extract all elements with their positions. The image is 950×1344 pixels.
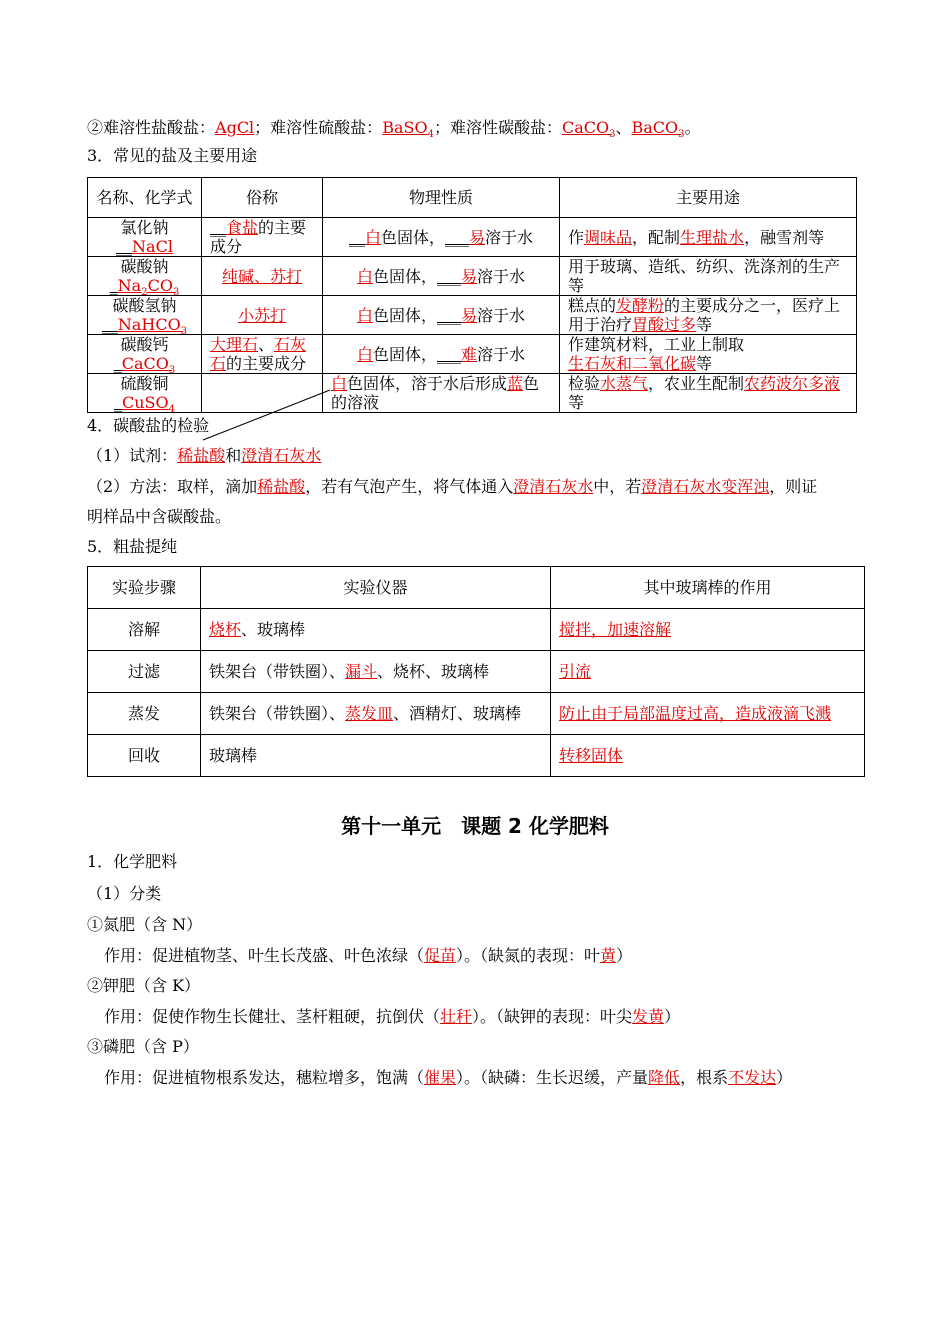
tools-cell: 烧杯、玻璃棒	[201, 609, 551, 651]
step-cell: 溶解	[88, 609, 201, 651]
table-row	[88, 609, 865, 651]
text: ②难溶性盐酸盐：	[87, 118, 216, 137]
alias-cell: 小苏打	[202, 296, 323, 335]
physical-cell: 白色固体，___难溶于水	[323, 335, 560, 374]
header-physical: 物理性质	[323, 178, 560, 218]
section-4-heading: 4．碳酸盐的检验	[87, 416, 210, 435]
alias-cell: __食盐的主要成分	[202, 218, 323, 257]
table-header-row	[88, 567, 865, 609]
potassium-title: ②钾肥（含 K）	[87, 976, 201, 995]
text: 。	[684, 118, 701, 137]
table-row	[88, 651, 865, 693]
phosphorus-effect: 作用：促进植物根系发达，穗粒增多，饱满（催果）。（缺磷：生长迟缓，产量降低，根系不发达）	[104, 1068, 793, 1087]
header-role: 其中玻璃棒的作用	[551, 567, 865, 609]
header-tools: 实验仪器	[201, 567, 551, 609]
answer-baco3: BaCO$_3$	[631, 118, 685, 141]
salt-purification-table	[87, 566, 865, 777]
tools-cell: 玻璃棒	[201, 735, 551, 777]
method-line-2: 明样品中含碳酸盐。	[87, 507, 232, 526]
use-cell: 糕点的发酵粉的主要成分之一，医疗上用于治疗胃酸过多等	[560, 296, 857, 335]
role-cell: 防止由于局部温度过高，造成液滴飞溅	[551, 693, 865, 735]
step-cell: 回收	[88, 735, 201, 777]
alias-cell: 纯碱、苏打	[202, 257, 323, 296]
physical-cell: 白色固体，溶于水后形成蓝色的溶液	[323, 374, 560, 413]
salt-name-cell: 氯化钠 __NaCl	[88, 218, 202, 257]
text: ；难溶性碳酸盐：	[433, 118, 562, 137]
role-cell: 搅拌，加速溶解	[551, 609, 865, 651]
fert-heading: 1．化学肥料	[87, 852, 178, 871]
nitrogen-effect: 作用：促进植物茎、叶生长茂盛、叶色浓绿（促苗）。（缺氮的表现：叶黄）	[104, 946, 633, 965]
role-cell: 转移固体	[551, 735, 865, 777]
nitrogen-title: ①氮肥（含 N）	[87, 915, 203, 934]
potassium-effect: 作用：促使作物生长健壮、茎杆粗硬，抗倒伏（壮秆）。（缺钾的表现：叶尖发黄）	[104, 1007, 681, 1026]
physical-cell: __白色固体，___易溶于水	[323, 218, 560, 257]
answer-agcl: AgCl	[215, 118, 255, 137]
header-use: 主要用途	[560, 178, 857, 218]
tools-cell: 铁架台（带铁圈）、蒸发皿、酒精灯、玻璃棒	[201, 693, 551, 735]
reagent-line: （1）试剂：稀盐酸和澄清石灰水	[87, 446, 322, 465]
salt-name-cell: 碳酸钙 _CaCO$_3$	[88, 335, 202, 374]
table-row	[88, 735, 865, 777]
phosphorus-title: ③磷肥（含 P）	[87, 1037, 199, 1056]
header-name: 名称、化学式	[88, 178, 202, 218]
salt-name-cell: 硫酸铜 _CuSO$_4$	[88, 374, 202, 413]
role-cell: 引流	[551, 651, 865, 693]
step-cell: 蒸发	[88, 693, 201, 735]
use-cell: 检验水蒸气，农业生配制农药波尔多液等	[560, 374, 857, 413]
use-cell: 用于玻璃、造纸、纺织、洗涤剂的生产等	[560, 257, 857, 296]
unit-title: 第十一单元 课题 2 化学肥料	[341, 814, 609, 838]
step-cell: 过滤	[88, 651, 201, 693]
tools-cell: 铁架台（带铁圈）、漏斗、烧杯、玻璃棒	[201, 651, 551, 693]
text: ；难溶性硫酸盐：	[254, 118, 383, 137]
salt-name-cell: 碳酸钠 $\_Na_2CO_3$	[88, 257, 202, 296]
physical-cell: 白色固体，___易溶于水	[323, 296, 560, 335]
answer-caco3: CaCO$_3$	[561, 118, 616, 141]
answer-baso4: BaSO$_4$	[382, 118, 434, 141]
header-step: 实验步骤	[88, 567, 201, 609]
section-3-heading: 3．常见的盐及主要用途	[87, 146, 258, 165]
alias-cell: 大理石、石灰石的主要成分	[202, 335, 323, 374]
table-row	[88, 693, 865, 735]
text: 、	[615, 118, 632, 137]
physical-cell: 白色固体，___易溶于水	[323, 257, 560, 296]
salt-name-cell: 碳酸氢钠 __NaHCO$_3$	[88, 296, 202, 335]
use-cell: 作建筑材料，工业上制取 生石灰和二氧化碳等	[560, 335, 857, 374]
classification-heading: （1）分类	[87, 884, 162, 903]
use-cell: 作调味品，配制生理盐水，融雪剂等	[560, 218, 857, 257]
header-alias: 俗称	[202, 178, 323, 218]
section-5-heading: 5．粗盐提纯	[87, 537, 178, 556]
method-line: （2）方法：取样，滴加稀盐酸，若有气泡产生，将气体通入澄清石灰水中，若澄清石灰水变浑浊，则证	[87, 477, 818, 496]
